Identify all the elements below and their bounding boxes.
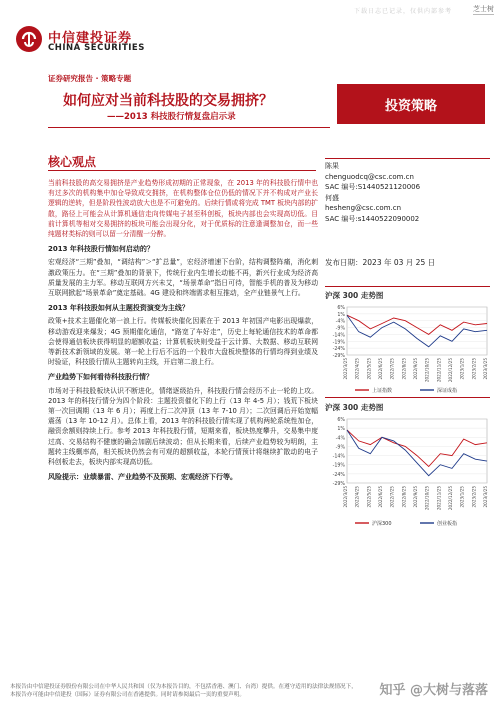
series-line: [347, 430, 487, 467]
y-tick-label: -29%: [332, 354, 345, 359]
zhihu-watermark: 知乎 @大树与落落: [379, 683, 488, 698]
intro-paragraph: 当前科技股的高交易拥挤是产业趋势形成初期的正常现象，在 2013 年的科技股行情中也有过多次的机构集中加仓导致成交拥挤，在机构整体仓位仍低的情况下并不构成对产业长逻辑的逆转，但是阶段性波动放大也是不可避免的。后续行情或将完成 TMT 板块内部的扩散，路径上可能会从计算机通信走向传媒电子甚至科创板，板块内部也会实现高切低。目前计算机等相对交易拥挤的板块可能会出现分化，对于优质标的注意逢调整加仓，而一些纯题材类标的则可以留一分清醒一分醉。: [48, 179, 318, 239]
analyst-top-divider: [325, 158, 490, 159]
chart-1-title: 沪深 300 走势图: [325, 291, 384, 300]
logo-icon: [16, 26, 42, 52]
x-tick-label: 2022/11/25: [436, 486, 442, 511]
publish-label: 发布日期：: [325, 258, 363, 267]
section-body: 市场对于科技股板块认识不断进化，情绪逐级抬升，科技股行情会经历不止一轮的上攻。2013 年的科技行情分为四个阶段：主题投资催化下的上行（13 年 4-5 月）；钱荒下板块第一次回调期（13 年 6 月）；再度上行二次冲顶（13 年 7-10 月）；二次回调后开始宽幅震荡（13 年 10-12 月）。总体上看，2013 年的科技股行情实现了机构两轮系统性加仓，融资余额则持续上行。参考 2013 年科技股行情，短期来看，板块热度攀升，交易集中度过高、交易结构不健康的确会加剧后续波动；但从长期来看，后续产业趋势较为明朗，主题转主线概率高，相关板块仍然会有可观的超额收益，本轮行情预计将继续扩散动的电子科创板走去，板块内部实现高切低。: [48, 386, 318, 467]
analyst-name: 何盛: [325, 193, 339, 202]
x-tick-label: 2022/6/25: [378, 358, 383, 380]
y-tick-label: -9%: [335, 445, 345, 451]
chart-1: [325, 303, 490, 395]
core-heading: 核心观点: [48, 155, 97, 169]
plot-frame: [347, 307, 487, 355]
chart-2-title: 沪深 300 走势图: [325, 403, 384, 412]
y-tick-label: 1%: [337, 427, 345, 433]
publish-value: 2023 年 03 月 25 日: [362, 258, 436, 267]
x-tick-label: 2022/4/25: [354, 486, 360, 508]
section-heading: 2013 年科技股行情如何启动的？: [48, 245, 154, 254]
legend-label: 沪深300: [372, 521, 392, 527]
brand-name-en: CHINA SECURITIES: [48, 43, 145, 53]
risk-warning: 风险提示：业绩暴雷、产业趋势不及预期、宏观经济下行等。: [48, 473, 237, 482]
report-subtitle: ——2013 科技股行情复盘启示录: [107, 112, 236, 122]
y-tick-label: -4%: [335, 319, 345, 325]
x-tick-label: 2023/2/25: [471, 486, 477, 508]
x-tick-label: 2022/12/25: [448, 486, 453, 511]
x-tick-label: 2023/1/25: [459, 486, 465, 508]
y-tick-label: 6%: [337, 306, 345, 311]
publish-divider: [325, 286, 490, 287]
x-tick-label: 2022/4/25: [354, 358, 360, 380]
analyst-name: 陈果: [325, 162, 339, 170]
y-tick-label: 1%: [337, 312, 345, 318]
x-tick-label: 2022/8/25: [401, 486, 407, 508]
x-tick-label: 2022/5/25: [366, 358, 372, 380]
report-title: 如何应对当前科技股的交易拥挤？: [63, 93, 273, 109]
analyst-sac: SAC 编号:S1440521120006: [325, 183, 421, 191]
x-tick-label: 2022/9/25: [413, 486, 418, 508]
publish-date: [325, 258, 490, 269]
author-tag: 芝士树: [473, 5, 494, 13]
section-body: 政策+技术主题催化第一浪上行。传媒板块催化因素在于 2013 年初国产电影出现爆款，移动游戏迎来爆发；4G 预期催化通信，“路宽了车好走”，历史上每轮通信技术的革命都会使得通信板块获得明显的超额收益；计算机板块则受益于云计算、大数据、移动互联网等新技术新领域的发展。第一轮上行后不远的一个股市大盘板块整体的行情均得到业绩及时验证，科技股行情从主题转向主线，开启第二浪上行。: [48, 317, 318, 367]
title-divider: [48, 127, 330, 128]
legend-label: 深证成指: [437, 388, 458, 394]
y-tick-label: -9%: [335, 326, 345, 332]
x-tick-label: 2022/11/25: [436, 358, 442, 383]
x-tick-label: 2022/10/25: [424, 486, 430, 511]
chart-2: [325, 415, 490, 531]
x-tick-label: 2022/3/25: [343, 486, 348, 508]
analyst-email: hesheng@csc.com.cn: [325, 204, 402, 212]
legend-label: 上证指数: [372, 388, 393, 394]
section-heading: 2013 年科技股如何从主题投资演变为主线？: [48, 304, 189, 313]
y-tick-label: -14%: [332, 333, 345, 339]
x-tick-label: 2022/7/25: [389, 486, 395, 508]
footer-line-1: 本报告由中信建投证券股份有限公司在中华人民共和国（仅为本报告目的，不包括香港、澳门、台湾）提供。在遵守适用的法律法规情况下，: [10, 684, 357, 690]
brand-name-cn: 中信建投证券: [48, 31, 133, 46]
y-tick-label: -19%: [332, 340, 345, 346]
core-divider: [48, 170, 316, 171]
x-tick-label: 2023/2/25: [471, 358, 477, 380]
x-tick-label: 2022/12/25: [448, 358, 453, 383]
analyst-sac: SAC 编号:s1440522090002: [325, 214, 420, 223]
legend-label: 创业板指: [437, 521, 458, 527]
series-line: [347, 430, 487, 476]
main-text-column: [48, 178, 318, 485]
section-heading: 产业趋势下如何看待科技股行情？: [48, 373, 153, 382]
y-tick-label: -14%: [332, 454, 345, 460]
y-tick-label: -4%: [335, 436, 345, 442]
y-tick-label: 6%: [337, 418, 345, 423]
footer-line-2: 本报告亦可能由中信建投（国际）证券有限公司在香港提供。同时请参阅最后一页的重要声明。: [10, 692, 245, 698]
section-body: 宏观经济“三期”叠加，“调结构”＞“扩总量”，宏经济增速下台阶，结构调整阵痛，消化刺激政策压力。在“三期”叠加的背景下，传统行业内生增长动能不再，新兴行业成为经济高质量发展的主力军。移动互联网方兴未艾，“场景革命”指日可待，智能手机的普及为移动互联网掀起“场景革命”奠定基础。4G 建设和终端需求相互推动，全产业链景气上行。: [48, 258, 318, 298]
x-tick-label: 2022/7/25: [389, 358, 395, 380]
x-tick-label: 2022/6/25: [378, 486, 383, 508]
report-type: 证券研究报告 · 策略专题: [48, 74, 132, 83]
x-tick-label: 2022/5/25: [366, 486, 372, 508]
plot-frame: [347, 419, 487, 483]
x-tick-label: 2022/9/25: [413, 358, 418, 380]
y-tick-label: -24%: [332, 472, 345, 478]
x-tick-label: 2023/3/25: [483, 358, 488, 380]
x-tick-label: 2022/10/25: [424, 358, 430, 383]
y-tick-label: -24%: [332, 347, 345, 353]
report-category-badge: 投资策略: [337, 84, 485, 124]
chart-1-divider: [325, 397, 490, 398]
analyst-block: [325, 161, 490, 224]
x-tick-label: 2023/1/25: [459, 358, 465, 380]
x-tick-label: 2022/3/25: [343, 358, 348, 380]
x-tick-label: 2022/8/25: [401, 358, 407, 380]
series-line: [347, 315, 487, 347]
download-watermark: 下载日志已记录，仅供内部参考: [353, 8, 452, 15]
analyst-email: chenguodcq@csc.com.cn: [325, 172, 414, 181]
y-tick-label: -29%: [332, 482, 345, 487]
series-line: [347, 315, 487, 334]
y-tick-label: -19%: [332, 463, 345, 469]
x-tick-label: 2023/3/25: [483, 486, 488, 508]
